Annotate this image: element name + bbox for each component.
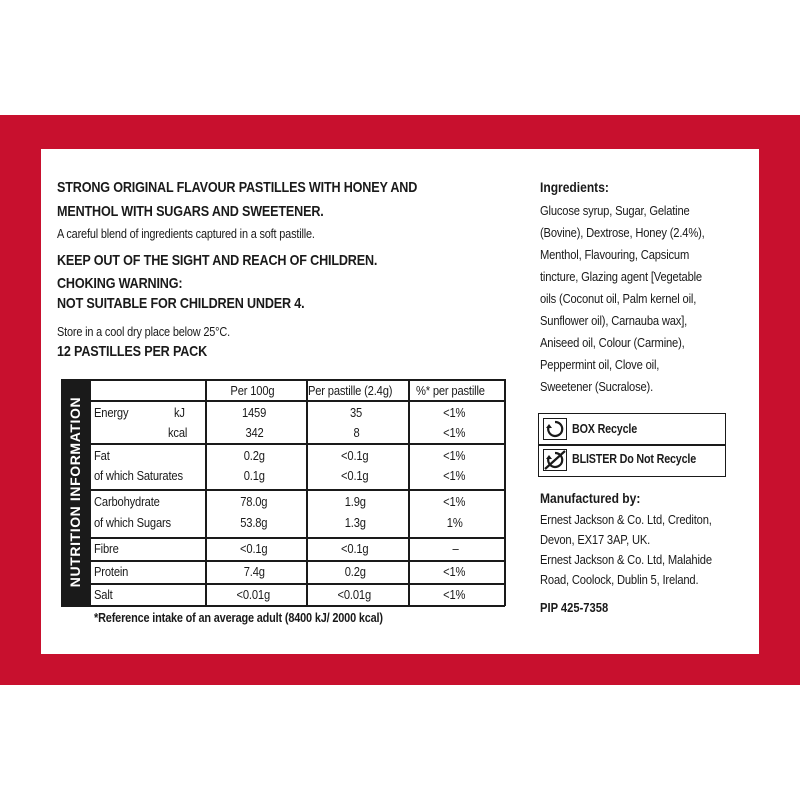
recycle-icon bbox=[543, 418, 567, 440]
table-row-sep bbox=[89, 537, 505, 539]
table-cell: <0.1g bbox=[341, 448, 369, 463]
table-cell: <1% bbox=[443, 564, 466, 579]
table-header-pct: %* per pastille bbox=[415, 383, 485, 398]
storage-instructions: Store in a cool dry place below 25°C. bbox=[57, 324, 230, 339]
manufacturer-line: Devon, EX17 3AP, UK. bbox=[540, 532, 651, 547]
table-col-sep bbox=[306, 379, 308, 606]
pack-count: 12 PASTILLES PER PACK bbox=[57, 343, 208, 360]
nutrition-side-label: NUTRITION INFORMATION bbox=[67, 396, 83, 588]
table-row-label: Fibre bbox=[94, 541, 119, 556]
table-cell: <0.01g bbox=[337, 587, 372, 602]
manufacturer-heading: Manufactured by: bbox=[540, 490, 641, 506]
table-cell: <1% bbox=[443, 425, 466, 440]
blister-recycle-label: BLISTER Do Not Recycle bbox=[572, 452, 697, 466]
table-cell: 1.9g bbox=[344, 494, 366, 509]
table-col-sep bbox=[408, 379, 410, 606]
table-cell: 78.0g bbox=[240, 494, 268, 509]
table-cell: 1459 bbox=[241, 405, 267, 420]
ingredients-line: oils (Coconut oil, Palm kernel oil, bbox=[540, 291, 697, 306]
product-title-line1: STRONG ORIGINAL FLAVOUR PASTILLES WITH HONEY AND bbox=[57, 179, 418, 196]
table-border-bottom bbox=[61, 605, 505, 607]
table-cell: – bbox=[452, 541, 459, 556]
table-row-label: Energy bbox=[94, 405, 129, 420]
table-cell: 35 bbox=[349, 405, 363, 420]
table-border-top bbox=[89, 379, 505, 381]
ingredients-line: Menthol, Flavouring, Capsicum bbox=[540, 247, 690, 262]
table-row-label: of which Saturates bbox=[94, 468, 183, 483]
table-cell: <0.1g bbox=[240, 541, 268, 556]
table-cell: 1.3g bbox=[344, 515, 366, 530]
ingredients-line: tincture, Glazing agent [Vegetable bbox=[540, 269, 702, 284]
table-cell: 8 bbox=[353, 425, 360, 440]
table-border-left bbox=[89, 379, 91, 606]
ingredients-line: Sunflower oil), Carnauba wax], bbox=[540, 313, 688, 328]
table-cell: 0.2g bbox=[344, 564, 366, 579]
table-cell: 0.2g bbox=[243, 448, 265, 463]
ingredients-line: (Bovine), Dextrose, Honey (2.4%), bbox=[540, 225, 705, 240]
table-cell: <0.1g bbox=[341, 541, 369, 556]
product-title-line2: MENTHOL WITH SUGARS AND SWEETENER. bbox=[57, 203, 324, 220]
ingredients-line: Peppermint oil, Clove oil, bbox=[540, 357, 660, 372]
table-cell: <0.1g bbox=[341, 468, 369, 483]
ingredients-line: Sweetener (Sucralose). bbox=[540, 379, 654, 394]
table-row-sep bbox=[89, 443, 505, 445]
recycling-divider bbox=[538, 444, 726, 446]
table-cell: 7.4g bbox=[243, 564, 265, 579]
table-cell: <1% bbox=[443, 448, 466, 463]
table-cell: 1% bbox=[446, 515, 463, 530]
box-recycle-label: BOX Recycle bbox=[572, 422, 638, 436]
table-cell: <0.01g bbox=[236, 587, 271, 602]
reference-intake-footnote: *Reference intake of an average adult (8400 kJ/ 2000 kcal) bbox=[94, 610, 383, 625]
table-border-right bbox=[504, 379, 506, 606]
not-suitable-warning: NOT SUITABLE FOR CHILDREN UNDER 4. bbox=[57, 295, 305, 312]
table-cell: 0.1g bbox=[243, 468, 265, 483]
table-header-per100: Per 100g bbox=[230, 383, 275, 398]
table-cell: 53.8g bbox=[240, 515, 268, 530]
table-cell: <1% bbox=[443, 494, 466, 509]
table-col-sep bbox=[205, 379, 207, 606]
table-row-label: Salt bbox=[94, 587, 113, 602]
table-cell: <1% bbox=[443, 587, 466, 602]
do-not-recycle-icon bbox=[543, 449, 567, 471]
product-description: A careful blend of ingredients captured in a soft pastille. bbox=[57, 226, 315, 241]
pip-code: PIP 425-7358 bbox=[540, 600, 609, 615]
choking-warning: CHOKING WARNING: bbox=[57, 275, 183, 292]
table-cell: <1% bbox=[443, 468, 466, 483]
table-row-label: Carbohydrate bbox=[94, 494, 160, 509]
manufacturer-line: Road, Coolock, Dublin 5, Ireland. bbox=[540, 572, 699, 587]
table-row-sep bbox=[89, 583, 505, 585]
keep-out-warning: KEEP OUT OF THE SIGHT AND REACH OF CHILDREN. bbox=[57, 252, 378, 269]
table-row-unit: kJ bbox=[174, 405, 185, 420]
manufacturer-line: Ernest Jackson & Co. Ltd, Malahide bbox=[540, 552, 712, 567]
table-row-label: Fat bbox=[94, 448, 110, 463]
table-header-per-pastille: Per pastille (2.4g) bbox=[307, 383, 393, 398]
table-row-sep bbox=[89, 560, 505, 562]
table-row-sep bbox=[89, 400, 505, 402]
ingredients-line: Aniseed oil, Colour (Carmine), bbox=[540, 335, 685, 350]
table-row-sep bbox=[89, 489, 505, 491]
table-row-label: Protein bbox=[94, 564, 129, 579]
table-row-label: of which Sugars bbox=[94, 515, 171, 530]
manufacturer-line: Ernest Jackson & Co. Ltd, Crediton, bbox=[540, 512, 712, 527]
table-cell: <1% bbox=[443, 405, 466, 420]
ingredients-heading: Ingredients: bbox=[540, 179, 609, 195]
table-row-unit: kcal bbox=[168, 425, 188, 440]
table-cell: 342 bbox=[245, 425, 264, 440]
ingredients-line: Glucose syrup, Sugar, Gelatine bbox=[540, 203, 690, 218]
